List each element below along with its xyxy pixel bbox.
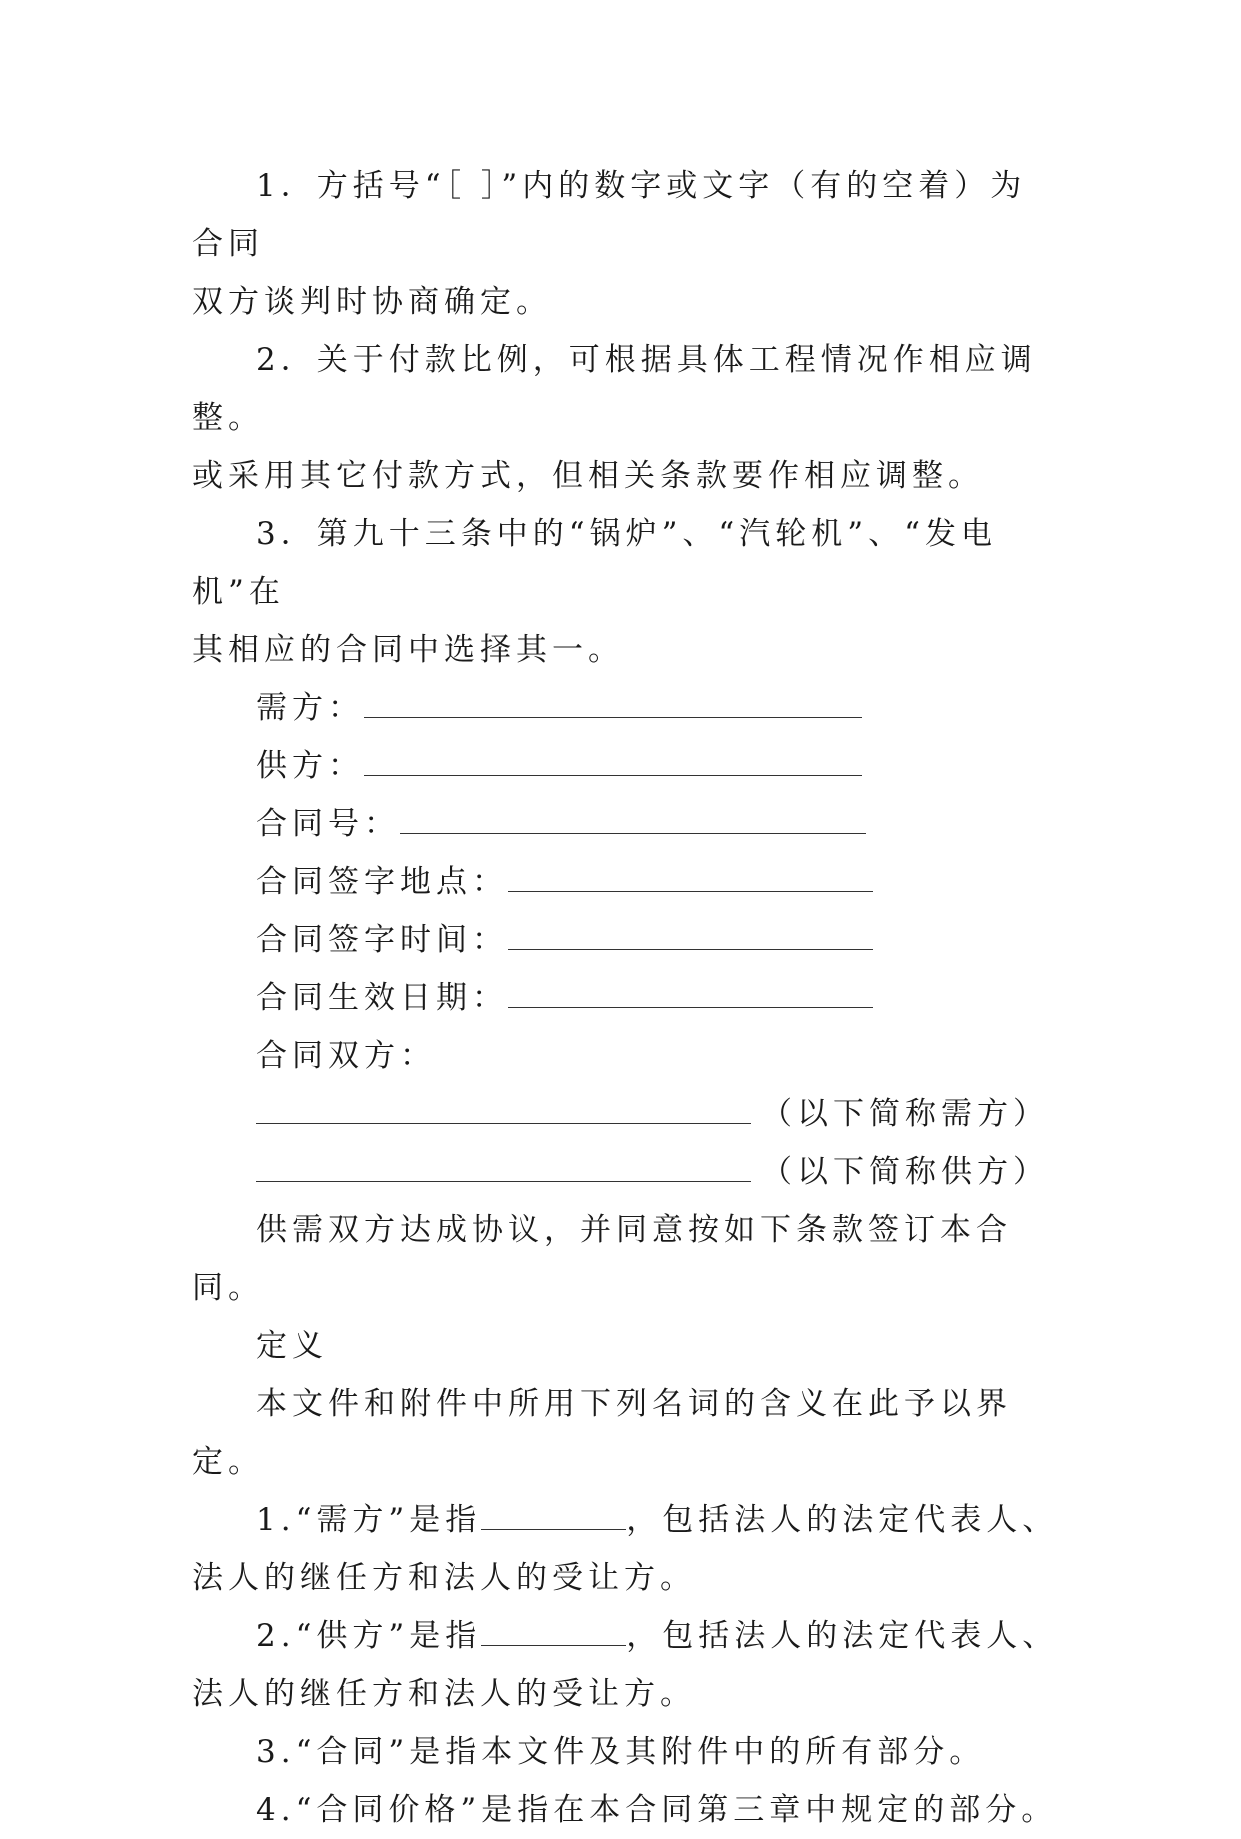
definition-2-prefix: 2.“供方”是指 [256, 1618, 482, 1654]
definition-2-line-1 [192, 1607, 1062, 1665]
contract-no-label: 合同号： [256, 806, 400, 842]
seller-field [192, 737, 1062, 795]
definition-1-suffix: ，包括法人的法定代表人、 [626, 1502, 1059, 1538]
definition-4: 4.“合同价格”是指在本合同第三章中规定的部分。 [256, 1792, 1058, 1828]
sign-place-field [192, 853, 1062, 911]
sign-time-field [192, 911, 1062, 969]
definitions-heading: 定义 [256, 1328, 328, 1364]
buyer-party-suffix: （以下简称需方） [761, 1096, 1049, 1132]
definition-2-suffix: ，包括法人的法定代表人、 [626, 1618, 1059, 1654]
note-3-line-2: 其相应的合同中选择其一。 [192, 632, 624, 668]
note-1-line-2: 双方谈判时协商确定。 [192, 284, 552, 320]
seller-party-suffix: （以下简称供方） [761, 1154, 1049, 1190]
sign-time-blank-line[interactable] [508, 915, 873, 950]
contract-no-field [192, 795, 1062, 853]
seller-party-row [192, 1143, 1062, 1201]
sign-place-blank-line[interactable] [508, 857, 873, 892]
effective-date-label: 合同生效日期： [256, 980, 508, 1016]
definition-1-line-2: 法人的继任方和法人的受让方。 [192, 1560, 696, 1596]
note-3-line-1: 3．第九十三条中的“锅炉”、“汽轮机”、“发电机”在 [192, 516, 997, 610]
effective-date-field [192, 969, 1062, 1027]
definition-2-blank-line[interactable] [481, 1611, 626, 1646]
definition-1-line-1 [192, 1491, 1062, 1549]
definition-1-blank-line[interactable] [481, 1495, 626, 1530]
agreement-statement: 供需双方达成协议，并同意按如下条款签订本合同。 [192, 1212, 1012, 1306]
document-body [192, 157, 1062, 1839]
parties-heading: 合同双方： [256, 1038, 436, 1074]
definitions-intro: 本文件和附件中所用下列名词的含义在此予以界定。 [192, 1386, 1012, 1480]
definition-2-line-2: 法人的继任方和法人的受让方。 [192, 1676, 696, 1712]
definition-1-prefix: 1.“需方”是指 [256, 1502, 482, 1538]
buyer-field [192, 679, 1062, 737]
note-2-line-1: 2．关于付款比例，可根据具体工程情况作相应调整。 [192, 342, 1037, 436]
note-1-line-1: 1．方括号“［ ］”内的数字或文字（有的空着）为合同 [192, 168, 1027, 262]
definition-3: 3.“合同”是指本文件及其附件中的所有部分。 [256, 1734, 986, 1770]
sign-time-label: 合同签字时间： [256, 922, 508, 958]
buyer-party-row [192, 1085, 1062, 1143]
seller-blank-line[interactable] [364, 741, 862, 776]
buyer-label: 需方： [256, 690, 364, 726]
buyer-blank-line[interactable] [364, 683, 862, 718]
effective-date-blank-line[interactable] [508, 973, 873, 1008]
contract-no-blank-line[interactable] [400, 799, 866, 834]
sign-place-label: 合同签字地点： [256, 864, 508, 900]
seller-party-blank-line[interactable] [256, 1147, 751, 1182]
buyer-party-blank-line[interactable] [256, 1089, 751, 1124]
note-2-line-2: 或采用其它付款方式，但相关条款要作相应调整。 [192, 458, 984, 494]
seller-label: 供方： [256, 748, 364, 784]
